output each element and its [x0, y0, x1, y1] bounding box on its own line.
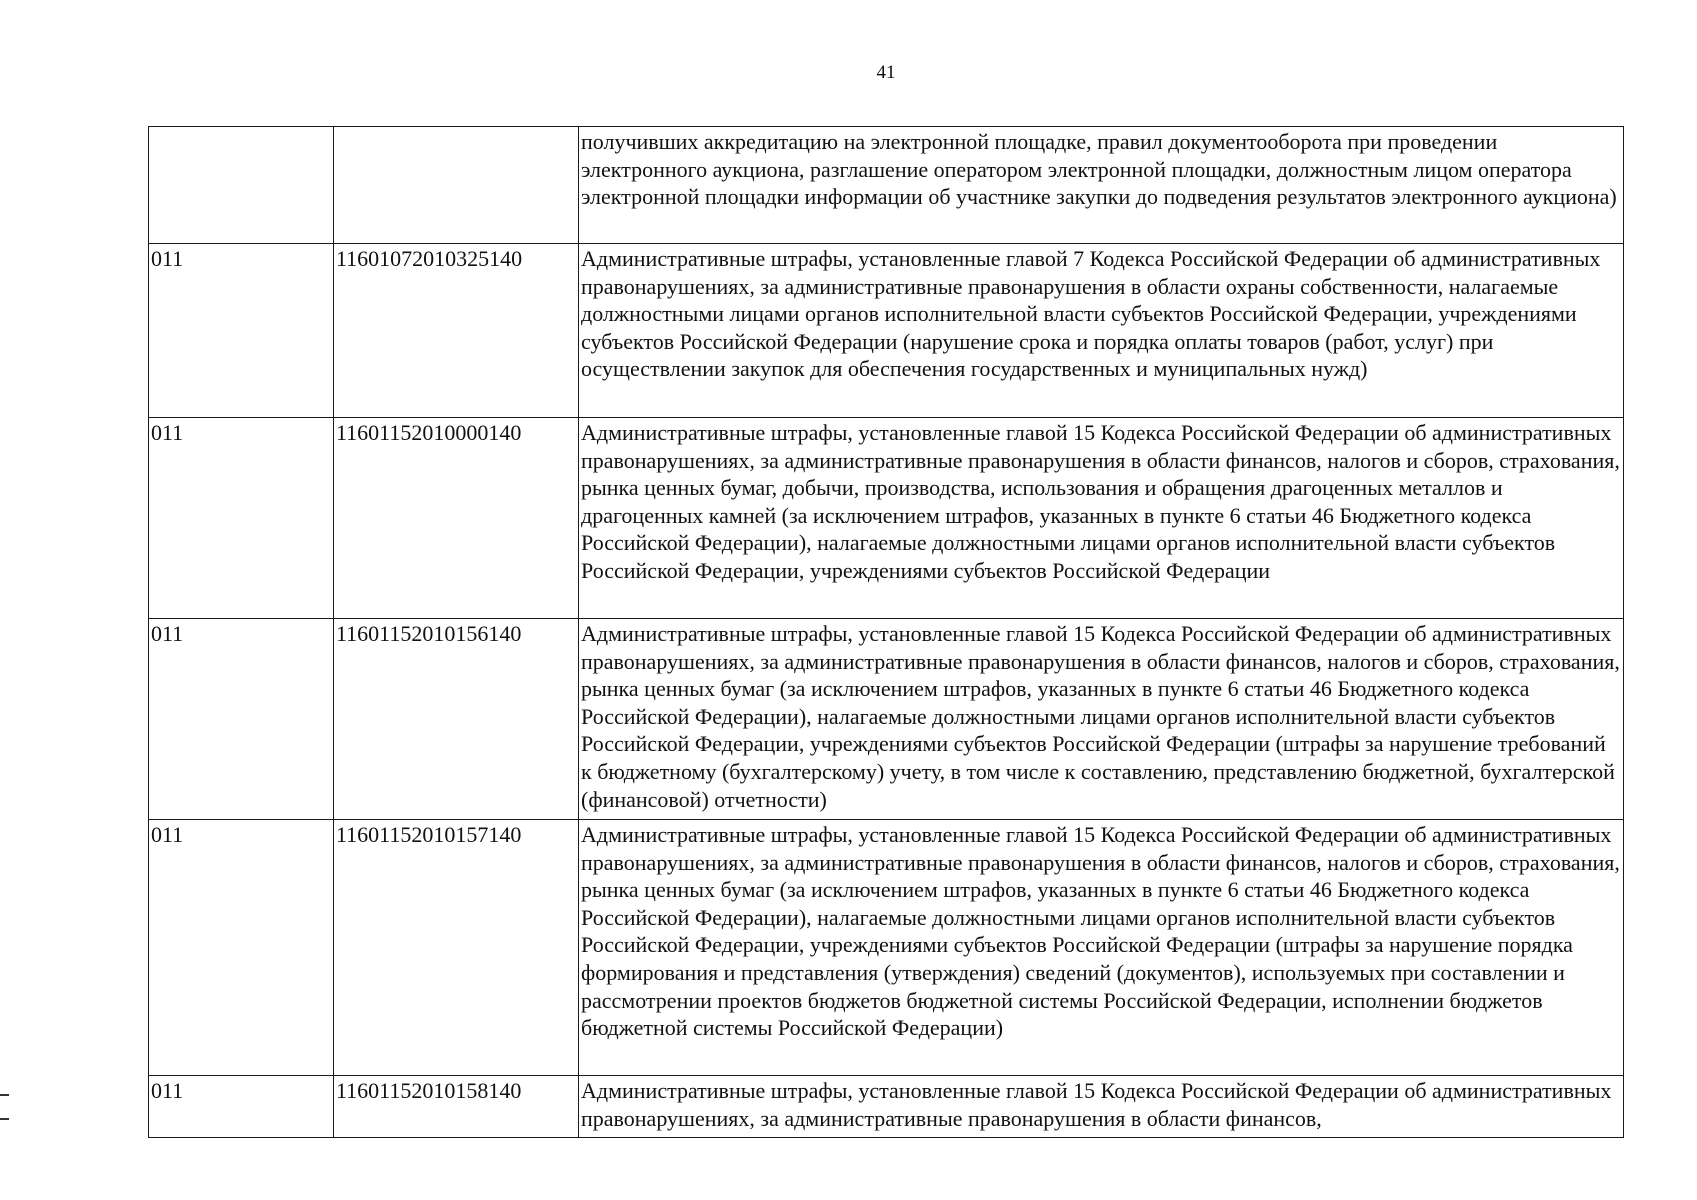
table-row: [149, 244, 1624, 418]
revenue-code-cell: 11601152010156140: [334, 619, 579, 820]
description-cell: Административные штрафы, установленные главой 7 Кодекса Российской Федерации об административных правонарушениях, за административные правонарушения в области охраны собственности, налагаемые должностными лицами органов исполнительной власти субъектов Российской Федерации, учреждениями субъектов Российской Федерации (нарушение срока и порядка оплаты товаров (работ, услуг) при осуществлении закупок для обеспечения государственных и муниципальных нужд): [579, 244, 1624, 418]
revenue-code-cell: 11601152010158140: [334, 1076, 579, 1138]
description-cell: Административные штрафы, установленные главой 15 Кодекса Российской Федерации об административных правонарушениях, за административные правонарушения в области финансов,: [579, 1076, 1624, 1138]
revenue-code-cell: [334, 127, 579, 244]
description-cell: Административные штрафы, установленные главой 15 Кодекса Российской Федерации об административных правонарушениях, за административные правонарушения в области финансов, налогов и сборов, страхования, рынка ценных бумаг (за исключением штрафов, указанных в пункте 6 статьи 46 Бюджетного кодекса Российской Федерации), налагаемые должностными лицами органов исполнительной власти субъектов Российской Федерации, учреждениями субъектов Российской Федерации (штрафы за нарушение требований к бюджетному (бухгалтерскому) учету, в том числе к составлению, представлению бюджетной, бухгалтерской (финансовой) отчетности): [579, 619, 1624, 820]
description-cell: Административные штрафы, установленные главой 15 Кодекса Российской Федерации об административных правонарушениях, за административные правонарушения в области финансов, налогов и сборов, страхования, рынка ценных бумаг (за исключением штрафов, указанных в пункте 6 статьи 46 Бюджетного кодекса Российской Федерации), налагаемые должностными лицами органов исполнительной власти субъектов Российской Федерации, учреждениями субъектов Российской Федерации (штрафы за нарушение порядка формирования и представления (утверждения) сведений (документов), используемых при составлении и рассмотрении проектов бюджетов бюджетной системы Российской Федерации, исполнении бюджетов бюджетной системы Российской Федерации): [579, 820, 1624, 1076]
revenue-code-cell: 11601152010000140: [334, 418, 579, 619]
admin-code-cell: 011: [149, 418, 334, 619]
budget-codes-table: [148, 126, 1624, 1138]
table-row: [149, 1076, 1624, 1138]
admin-code-cell: 011: [149, 820, 334, 1076]
scan-edge-mark: [0, 1094, 9, 1096]
admin-code-cell: 011: [149, 619, 334, 820]
scan-edge-mark: [0, 1118, 9, 1120]
revenue-code-cell: 11601072010325140: [334, 244, 579, 418]
table-row: [149, 619, 1624, 820]
revenue-code-cell: 11601152010157140: [334, 820, 579, 1076]
page-number: 41: [876, 62, 896, 83]
table-row: [149, 820, 1624, 1076]
description-cell: получивших аккредитацию на электронной площадке, правил документооборота при проведении электронного аукциона, разглашение оператором электронной площадки, должностным лицом оператора электронной площадки информации об участнике закупки до подведения результатов электронного аукциона): [579, 127, 1624, 244]
admin-code-cell: [149, 127, 334, 244]
description-cell: Административные штрафы, установленные главой 15 Кодекса Российской Федерации об административных правонарушениях, за административные правонарушения в области финансов, налогов и сборов, страхования, рынка ценных бумаг, добычи, производства, использования и обращения драгоценных металлов и драгоценных камней (за исключением штрафов, указанных в пункте 6 статьи 46 Бюджетного кодекса Российской Федерации), налагаемые должностными лицами органов исполнительной власти субъектов Российской Федерации, учреждениями субъектов Российской Федерации: [579, 418, 1624, 619]
admin-code-cell: 011: [149, 244, 334, 418]
admin-code-cell: 011: [149, 1076, 334, 1138]
table-row: [149, 127, 1624, 244]
table-row: [149, 418, 1624, 619]
